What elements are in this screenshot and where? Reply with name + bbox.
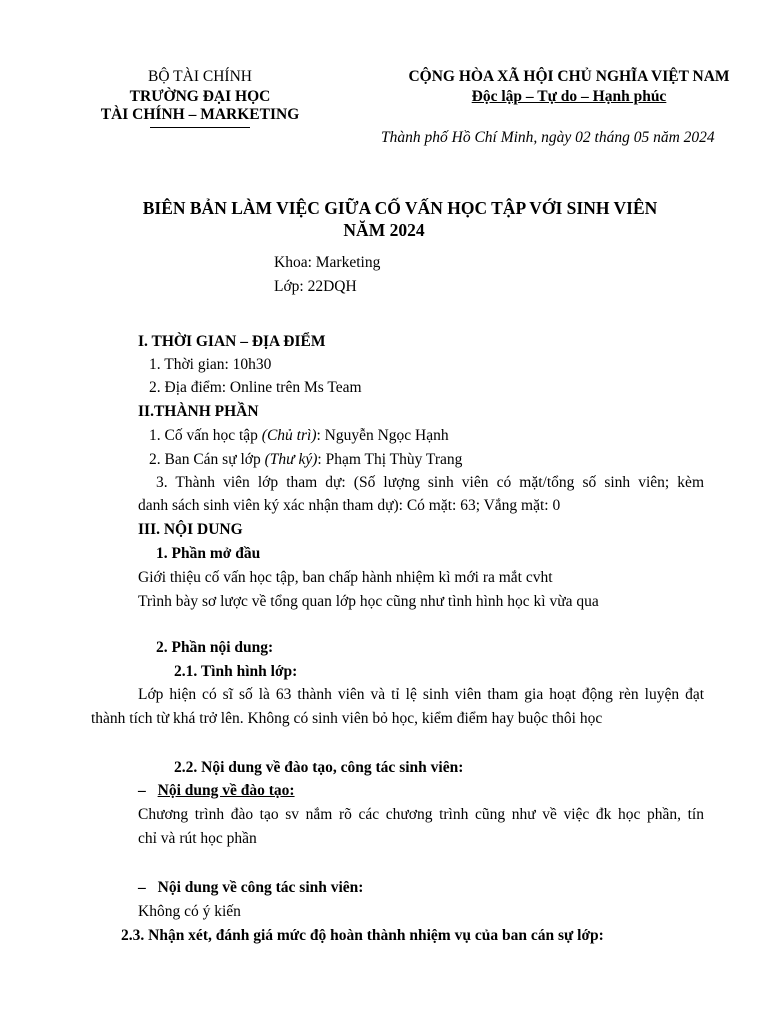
header-left-underline (150, 127, 250, 128)
sub22-heading: 2.2. Nội dung về đào tạo, công tác sinh viên: (174, 759, 464, 776)
advisor-line: 1. Cố vấn học tập (Chủ trì): Nguyễn Ngọc Hạnh (149, 427, 449, 444)
section1-heading: I. THỜI GIAN – ĐỊA ĐIỂM (138, 333, 326, 350)
sub21-heading: 2.1. Tình hình lớp: (174, 663, 298, 680)
training-line1: Chương trình đào tạo sv nắm rõ các chương trình cũng như về việc đk học phần, tín (138, 806, 704, 823)
date-line: Thành phố Hồ Chí Minh, ngày 02 tháng 05 năm 2024 (381, 129, 715, 146)
national-title: CỘNG HÒA XÃ HỘI CHỦ NGHĨA VIỆT NAM (408, 68, 730, 85)
training-heading-row (138, 783, 295, 799)
training-dash: – (138, 782, 146, 799)
national-motto: Độc lập – Tự do – Hạnh phúc (471, 88, 667, 105)
attendance-line1: 3. Thành viên lớp tham dự: (Số lượng sinh viên có mặt/tổng số sinh viên; kèm (156, 474, 704, 491)
student-affairs-heading-row (138, 880, 363, 896)
part1-heading: 1. Phần mở đầu (156, 545, 261, 562)
section3-heading: III. NỘI DUNG (138, 521, 243, 538)
part1-line1: Giới thiệu cố vấn học tập, ban chấp hành nhiệm kì mới ra mắt cvht (138, 569, 553, 586)
student-affairs-line1: Không có ý kiến (138, 903, 241, 920)
training-line2: chỉ và rút học phần (138, 830, 257, 847)
university-name-line2: TÀI CHÍNH – MARKETING (100, 106, 300, 123)
section2-heading: II.THÀNH PHẦN (138, 403, 259, 420)
faculty-line: Khoa: Marketing (274, 254, 381, 271)
document-title-line2: NĂM 2024 (343, 220, 425, 240)
university-name-line1: TRƯỜNG ĐẠI HỌC (129, 88, 271, 105)
attendance-line2: danh sách sinh viên ký xác nhận tham dự): Có mặt: 63; Vắng mặt: 0 (138, 497, 561, 514)
student-affairs-heading: Nội dung về công tác sinh viên: (157, 879, 364, 896)
ministry-name: BỘ TÀI CHÍNH (148, 68, 252, 85)
sub21-line1: Lớp hiện có sĩ số là 63 thành viên và tỉ lệ sinh viên tham gia hoạt động rèn luyện đạt (138, 686, 704, 703)
student-affairs-dash: – (138, 879, 146, 896)
meeting-place: 2. Địa điểm: Online trên Ms Team (149, 379, 362, 396)
meeting-time: 1. Thời gian: 10h30 (149, 356, 272, 373)
class-line: Lớp: 22DQH (274, 278, 357, 295)
sub23-heading: 2.3. Nhận xét, đánh giá mức độ hoàn thành nhiệm vụ của ban cán sự lớp: (121, 927, 604, 944)
secretary-line: 2. Ban Cán sự lớp (Thư ký): Phạm Thị Thùy Trang (149, 451, 463, 468)
part2-heading: 2. Phần nội dung: (156, 639, 274, 656)
training-heading: Nội dung về đào tạo: (157, 782, 295, 799)
document-title-line1: BIÊN BẢN LÀM VIỆC GIỮA CỐ VẤN HỌC TẬP VỚI SINH VIÊN (142, 198, 658, 218)
sub21-line2: thành tích từ khá trở lên. Không có sinh viên bỏ học, kiểm điểm hay buộc thôi học (91, 710, 603, 727)
part1-line2: Trình bày sơ lược về tổng quan lớp học cũng như tình hình học kì vừa qua (138, 593, 599, 610)
